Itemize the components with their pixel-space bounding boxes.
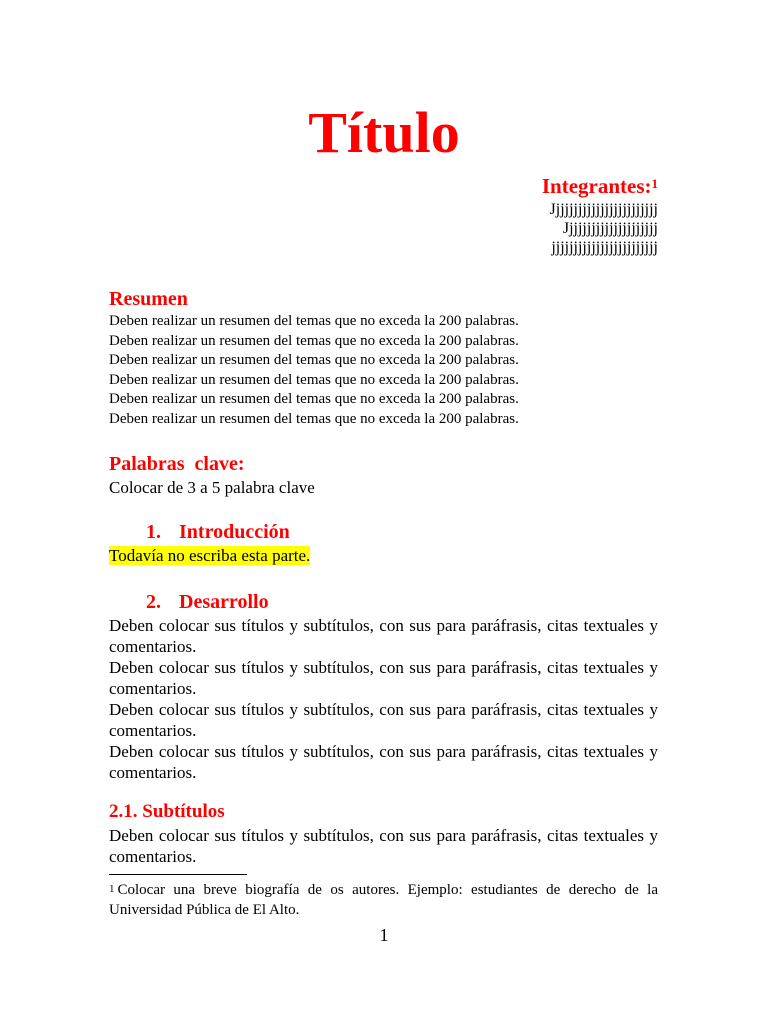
resumen-heading: Resumen <box>109 288 188 310</box>
resumen-line: Deben realizar un resumen del temas que no exceda la 200 palabras. <box>109 410 519 427</box>
integrantes-heading <box>542 172 658 200</box>
integrantes-block <box>542 172 658 257</box>
desarrollo-number: 2. <box>146 591 161 613</box>
desarrollo-paragraph: Deben colocar sus títulos y subtítulos, con sus para paráfrasis, citas textuales y comentarios. <box>109 700 658 740</box>
resumen-line: Deben realizar un resumen del temas que no exceda la 200 palabras. <box>109 352 519 368</box>
resumen-line: Deben realizar un resumen del temas que no exceda la 200 palabras. <box>109 332 519 349</box>
integrantes-label: Integrantes: <box>541 174 652 198</box>
desarrollo-paragraph: Deben colocar sus títulos y subtítulos, con sus para paráfrasis, citas textuales y comentarios. <box>109 616 658 656</box>
resumen-line: Deben realizar un resumen del temas que no exceda la 200 palabras. <box>109 371 519 388</box>
footnote-separator <box>109 874 247 875</box>
integrante-name: Jjjjjjjjjjjjjjjjjjjjjjjj <box>549 201 658 218</box>
desarrollo-section <box>109 589 658 783</box>
desarrollo-title: Desarrollo <box>179 591 269 613</box>
desarrollo-heading <box>109 589 658 615</box>
intro-title: Introducción <box>179 521 290 543</box>
intro-section <box>109 519 658 566</box>
subtitulos-heading: 2.1. Subtítulos <box>109 801 225 822</box>
desarrollo-paragraph: Deben colocar sus títulos y subtítulos, con sus para paráfrasis, citas textuales y comentarios. <box>109 742 658 782</box>
subtitulos-section <box>109 799 658 867</box>
integrantes-footnote-ref: 1 <box>651 176 658 191</box>
integrante-name: Jjjjjjjjjjjjjjjjjjjjj <box>562 220 658 237</box>
document-title: Título <box>308 100 460 165</box>
intro-paragraph <box>109 545 658 566</box>
footnote-mark: 1 <box>109 883 115 895</box>
resumen-line: Deben realizar un resumen del temas que no exceda la 200 palabras. <box>109 391 519 407</box>
footnote <box>109 880 658 920</box>
keywords-text: Colocar de 3 a 5 palabra clave <box>109 478 315 497</box>
integrante-name: jjjjjjjjjjjjjjjjjjjjjjjj <box>551 239 658 256</box>
subtitulos-paragraph: Deben colocar sus títulos y subtítulos, con sus para paráfrasis, citas textuales y comentarios. <box>109 826 658 866</box>
intro-number: 1. <box>146 521 161 543</box>
desarrollo-paragraph: Deben colocar sus títulos y subtítulos, con sus para paráfrasis, citas textuales y comentarios. <box>109 658 658 698</box>
page-number: 1 <box>379 925 389 945</box>
intro-highlighted-text: Todavía no escriba esta parte. <box>109 546 311 565</box>
resumen-line: Deben realizar un resumen del temas que no exceda la 200 palabras. <box>109 313 519 329</box>
footnote-text: Colocar una breve biografía de os autores. Ejemplo: estudiantes de derecho de la Universidad Pública de El Alto. <box>109 882 658 918</box>
keywords-heading: Palabras clave: <box>109 453 245 475</box>
resumen-section <box>109 286 658 429</box>
intro-heading <box>109 519 658 545</box>
keywords-section <box>109 451 658 498</box>
